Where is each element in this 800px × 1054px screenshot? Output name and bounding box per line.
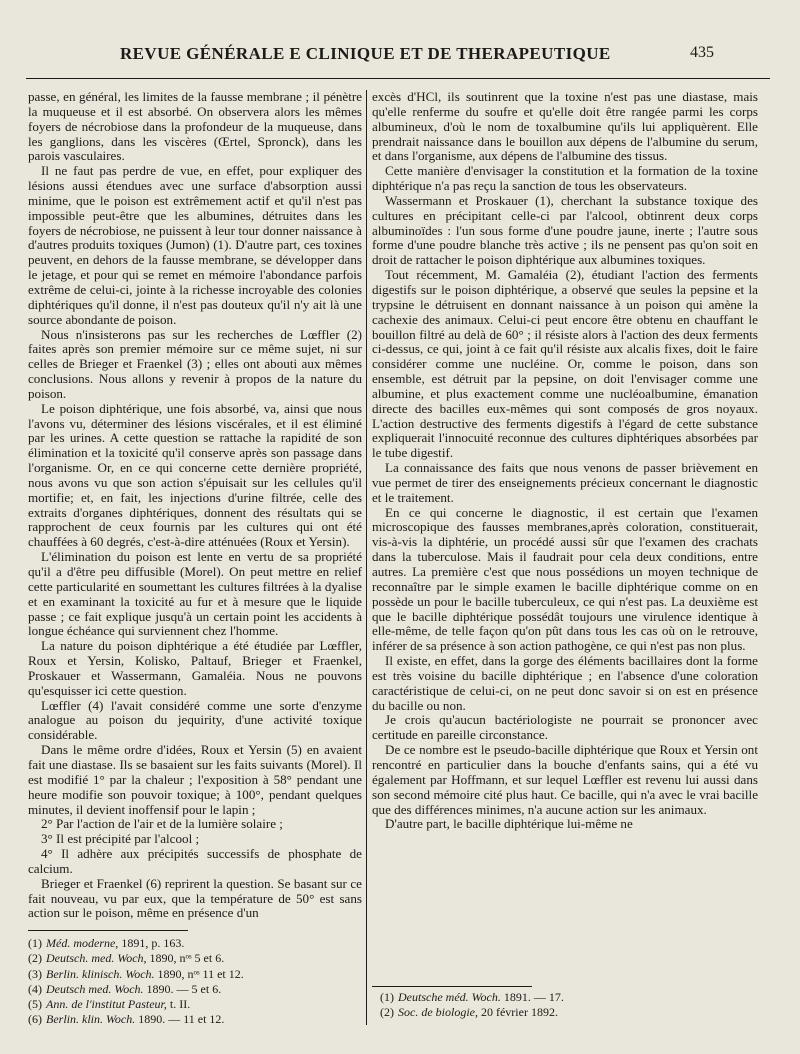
footnote-number: (6) <box>28 1012 42 1027</box>
paragraph: Lœffler (4) l'avait considéré comme une sorte d'enzyme analogue au poison du jequirity, d'une activité toxique considérable. <box>28 697 362 743</box>
footnote-source: Deutsche méd. Woch. <box>398 990 501 1004</box>
paragraph: Il ne faut pas perdre de vue, en effet, pour expliquer des lésions aussi étendues avec une surface d'absorption aussi minime, que le poison est extrêmement actif et qu'il n'est pas impossible peut-être que les albumines, détruites dans les foyers de nécrobiose, ne puissent à leur tour donner naissance à d'autres produits toxiques (Jumon) (1). D'autre part, ces toxines peuvent, en dehors de la fausse membrane, se développer dans le jetage, et pour qui se remet en mémoire l'abondance parfois extrême de celui-ci, jointe à la richesse incroyable des colonies diphtériques qu'il donne, il n'est pas douteux qu'il n'y ait là une source abondante de poison. <box>28 163 362 327</box>
footnote-source: Méd. moderne, <box>46 936 119 950</box>
paragraph: En ce qui concerne le diagnostic, il est certain que l'examen microscopique des fausses membranes,après coloration, constituerait, vis-à-vis la diphtérie, un procédé aussi sûr que l'examen des crachats dans la tuberculose. Mais il faudrait pour cela deux conditions, entre autres. La première c'est que nous possédions un moyen technique de reconnaître par le simple examen le bacille diphtérique comme on en possède un pour le bacille tuberculeux, ce qui n'est pas. La deuxième est que le bacille diphtérique possédât toujours une virulence identique à elle-même, de telle façon qu'on pût dans tous les cas où on le retrouve, inférer de sa présence à son action pathogène, ce qui n'est pas non plus. <box>372 504 758 654</box>
footnote <box>380 990 760 1005</box>
footnote <box>28 967 358 982</box>
footnote-source: Deutsch. med. Woch, <box>46 951 147 966</box>
paragraph: 4° Il adhère aux précipités successifs de phosphate de calcium. <box>28 846 362 876</box>
paragraph: La nature du poison diphtérique a été étudiée par Lœffler, Roux et Yersin, Kolisko, Paltauf, Brieger et Fraenkel, Proskauer et Wassermann, Gamaléia. Nous ne pouvons qu'esquisser ici cette question. <box>28 638 362 698</box>
footnote-number: (5) <box>28 997 42 1012</box>
paragraph: Il existe, en effet, dans la gorge des éléments bacillaires dont la forme est très voisine du bacille diphtérique ; en l'absence d'une coloration caractéristique de celui-ci, on ne peut donc savoir si on est en présence du bacille ou non. <box>372 653 758 713</box>
paragraph: Dans le même ordre d'idées, Roux et Yersin (5) en avaient fait une diastase. Ils se basaient sur les faits suivants (Morel). Il est modifié 1° par la chaleur ; l'exposition à 58° pendant une heure modifie son pouvoir toxique; à 100°, pendant quelques minutes, il devient inoffensif pour le lapin ; <box>28 742 362 817</box>
page-header <box>0 40 800 70</box>
paragraph: Le poison diphtérique, une fois absorbé, va, ainsi que nous l'avons vu, déterminer des lésions viscérales, et il est éliminé par les urines. A cette question se rattache la rapidité de son élimination et la toxicité qu'il conserve après son passage dans l'organisme. Or, en ce qui concerne cette dernière propriété, nous avons vu que son action s'épuisait sur les cellules qu'il mortifie; et, en fait, les injections d'urine filtrée, celle des extraits d'organes diphtériques, donnent des résultats qui se rapprochent de ceux fournis par les cultures qui ont été chauffées à 60 degrés, c'est-à-dire atténuées (Roux et Yersin). <box>28 400 362 550</box>
footnote-number: (1) <box>28 936 42 950</box>
footnote-number: (3) <box>28 966 42 981</box>
paragraph: La connaissance des faits que nous venons de passer brièvement en vue permet de tirer des enseignements précieux concernant le diagnostic et le traitement. <box>372 460 758 505</box>
header-rule <box>26 78 770 79</box>
footnote-number: (4) <box>28 981 42 996</box>
footnote <box>380 1005 760 1020</box>
footnote <box>28 1012 358 1027</box>
paragraph: Wassermann et Proskauer (1), cherchant la substance toxique des cultures en précipitant celle-ci par l'alcool, obtinrent deux corps albuminoïdes : l'un sous forme d'une poudre jaune, inerte ; l'autre sous forme d'une poudre blanche très active ; ils ne pensent pas qu'on soit en droit de rattacher le poison diphtérique aux albumines toxiques. <box>372 192 758 268</box>
footnote-ref: 1890. — 11 et 12. <box>138 1012 225 1027</box>
footnote-ref: t. II. <box>169 997 191 1012</box>
footnote-number: (2) <box>380 1005 394 1020</box>
footnotes-left <box>28 936 358 1028</box>
paragraph: Nous n'insisterons pas sur les recherches de Lœffler (2) faites après son premier mémoire sur ce même sujet, ni sur celles de Brieger et Fraenkel (3) ; elles ont abouti aux mêmes conclusions. Nous allons y revenir à propos de la nature du poison. <box>28 326 362 401</box>
paragraph: L'élimination du poison est lente en vertu de sa propriété qu'il a d'être peu diffusible (Morel). On peut mettre en relief cette particularité en soumettant les cultures filtrées à la dyalise et en examinant la toxicité au fur et à mesure que le liquide passe ; ce fait explique jusqu'à un certain point les accidents à longue échéance qui surviennent chez l'homme. <box>28 549 362 639</box>
footnote <box>28 951 358 966</box>
page-number: 435 <box>690 44 714 61</box>
paragraph: Tout récemment, M. Gamaléia (2), étudiant l'action des ferments digestifs sur le poison diphtérique, a observé que seules la pepsine et la trypsine le détruisent en donnant naissance à un poison qui amène la cachexie des animaux. Celui-ci peut encore être obtenu en chauffant le bouillon filtré au delà de 60° ; il résiste alors à l'action des deux ferments ci-dessus, ce qui, joint à ce fait qu'il résiste aux alcalis fixes, doit le faire considérer comme une nucléine. Or, comme le poison, dans son ensemble, est détruit par la pepsine, on doit l'envisager comme une albumine, et plus exactement comme une nucléoalbumine, émanation directe des bacilles eux-mêmes qui sont composés de gros noyaux. L'action destructive des ferments digestifs à l'égard de cette substance expliquerait l'innocuité reconnue des cultures diphtériques absorbées par le tube digestif. <box>372 267 758 461</box>
footnote-rule-right <box>372 986 532 987</box>
footnotes-right <box>380 990 760 1021</box>
footnote-source: Berlin. klin. Woch. <box>46 1012 136 1027</box>
footnote-ref: 1890, nᵒˢ 5 et 6. <box>149 951 225 966</box>
paragraph: D'autre part, le bacille diphtérique lui-même ne <box>385 816 633 832</box>
footnote-ref: 20 février 1892. <box>480 1005 558 1020</box>
footnote-ref: 1891. — 17. <box>503 990 564 1004</box>
left-column <box>28 90 362 920</box>
paragraph: 3° Il est précipité par l'alcool ; <box>41 831 200 847</box>
running-head: REVUE GÉNÉRALE E CLINIQUE ET DE THERAPEUTIQUE <box>120 44 611 63</box>
paragraph: De ce nombre est le pseudo-bacille diphtérique que Roux et Yersin ont rencontré en particulier dans la bouche d'enfants sains, qui a été vu également par Hoffmann, et sur lequel Lœffler est revenu lui aussi dans son second mémoire cité plus haut. Ce bacille, qui n'a avec le vrai bacille que des différences minimes, n'a aucune action sur les animaux. <box>372 742 758 817</box>
footnote <box>28 997 358 1012</box>
paragraph: excès d'HCl, ils soutinrent que la toxine n'est pas une diastase, mais qu'elle renferme du soufre et qu'elle doit être rangée parmi les corps albumineux, d'où le nom de toxalbumine qu'ils lui appliquèrent. Elle prendrait naissance dans le bouillon aux dépens de l'albumine du serum, et dans l'organisme, aux dépens de l'albumine des tissus. <box>372 90 758 164</box>
footnote-ref: 1891, p. 163. <box>121 936 185 950</box>
footnote-source: Deutsch med. Woch. <box>46 981 144 996</box>
paragraph: passe, en général, les limites de la fausse membrane ; il pénètre la muqueuse et il est absorbé. On observera alors les mêmes foyers de nécrobiose dans la profondeur de la muqueuse, dans les ganglions, dans les viscères (Œrtel, Spronck), dans les parois vasculaires. <box>28 90 362 164</box>
paragraph: Cette manière d'envisager la constitution et la formation de la toxine diphtérique n'a pas reçu la sanction de tous les observateurs. <box>372 163 758 194</box>
footnote-source: Ann. de l'institut Pasteur, <box>46 997 167 1012</box>
paragraph: 2° Par l'action de l'air et de la lumière solaire ; <box>41 816 283 832</box>
footnote <box>28 936 358 951</box>
right-column <box>372 90 758 980</box>
footnote <box>28 982 358 997</box>
footnote-rule-left <box>28 930 188 931</box>
footnote-ref: 1890, nᵒˢ 11 et 12. <box>157 966 244 981</box>
footnote-ref: 1890. — 5 et 6. <box>146 981 222 996</box>
paragraph: Je crois qu'aucun bactériologiste ne pourrait se prononcer avec certitude en pareille circonstance. <box>372 712 758 743</box>
footnote-number: (2) <box>28 951 42 966</box>
footnote-source: Soc. de biologie, <box>398 1005 478 1020</box>
footnote-source: Berlin. klinisch. Woch. <box>46 966 155 981</box>
column-divider <box>366 90 367 1025</box>
paragraph: Brieger et Fraenkel (6) reprirent la question. Se basant sur ce fait nouveau, vu par eux, que la température de 50° est sans action sur le poison, même en présence d'un <box>28 875 362 920</box>
footnote-number: (1) <box>380 990 394 1004</box>
